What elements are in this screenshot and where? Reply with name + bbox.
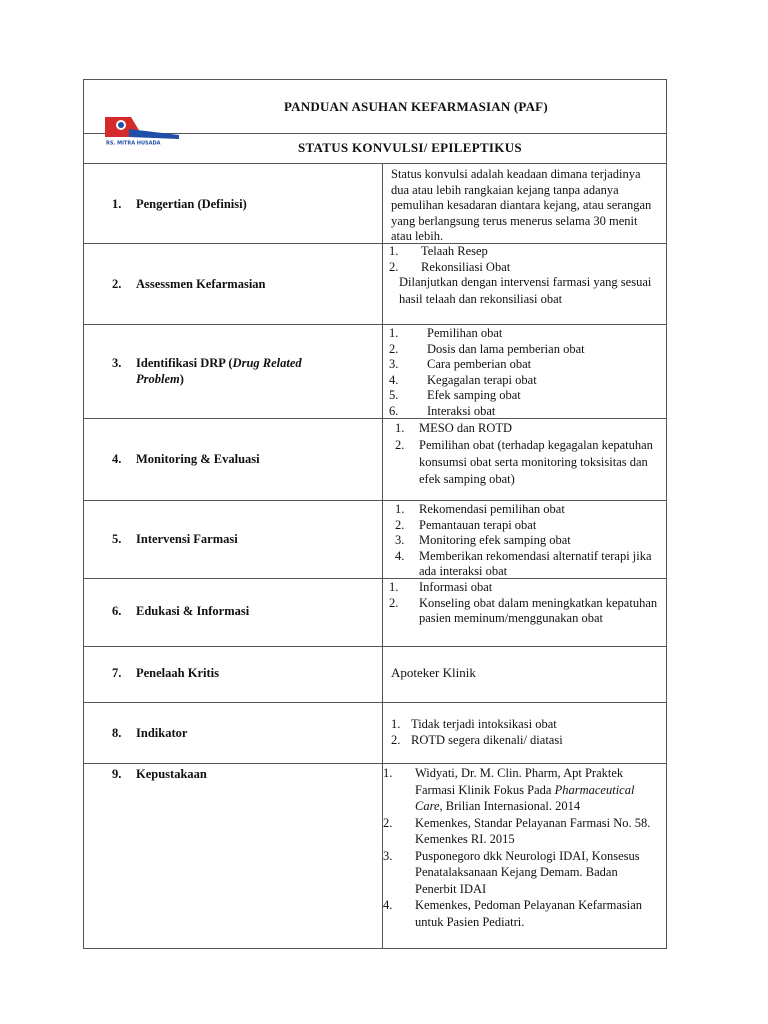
table-row [84,703,666,764]
list-item: 2. Pemilihan obat (terhadap kegagalan kepatuhan konsumsi obat serta monitoring toksisitas dan efek samping obat) [395,438,653,486]
definition-text: Status konvulsi adalah keadaan dimana terjadinya dua atau lebih rangkaian kejang tanpa adanya pemulihan kesadaran diantara kejang, atau serangan yang berlangsung terus menerus selama 30 menit atau lebih. [391,167,652,243]
list-item: 4. Memberikan rekomendasi alternatif terapi jika ada interaksi obat [395,548,652,578]
list-item: 2. Pemantauan terapi obat [395,517,537,532]
paf-document [83,79,667,949]
list-item: 1. Pemilihan obat [389,326,503,340]
document-header [84,80,666,147]
list [389,244,662,275]
table-row [84,501,666,579]
svg-text:RS. MITRA HUSADA: RS. MITRA HUSADA [106,140,161,147]
row-content-cell [383,764,666,948]
list [389,326,662,419]
list-item: 2. Rekonsiliasi Obat [389,259,511,274]
table-row [84,419,666,501]
row-label: 2. Assessmen Kefarmasian [112,277,266,291]
list [391,717,662,748]
list-item: 2. Kemenkes, Standar Pelayanan Farmasi No. 58. Kemenkes RI. 2015 [383,815,651,846]
row-label: 5. Intervensi Farmasi [112,532,238,546]
document-subtitle: STATUS KONVULSI/ EPILEPTIKUS [298,140,522,155]
row-label-cell [84,325,383,418]
table-row [84,647,666,703]
row-label: 3. Identifikasi DRP (Drug Related Problem) [112,356,302,386]
list-item: 4. Kemenkes, Pedoman Pelayanan Kefarmasian untuk Pasien Pediatri. [383,898,643,929]
table-row [84,325,666,419]
list-item: 6. Interaksi obat [389,403,496,418]
document-subtitle-row [84,134,666,164]
row-label-cell [84,244,383,324]
list-item: 2. Konseling obat dalam meningkatkan kepatuhan pasien meminum/menggunakan obat [389,595,658,625]
document-title: PANDUAN ASUHAN KEFARMASIAN (PAF) [284,99,548,114]
list-item: 2. ROTD segera dikenali/ diatasi [391,732,563,747]
row-content-cell [383,244,666,324]
row-content-cell [383,579,666,646]
note-text: Dilanjutkan dengan intervensi farmasi yang sesuai hasil telaah dan rekonsiliasi obat [399,275,652,306]
list-item: 1. Telaah Resep [389,244,488,258]
list-item: 1. MESO dan ROTD [395,421,513,435]
row-label-cell [84,501,383,578]
row-label-cell [84,419,383,500]
row-label: 1. Pengertian (Definisi) [112,197,247,211]
row-content-cell [383,703,666,763]
list [395,420,662,488]
list-item: 3. Pusponegoro dkk Neurologi IDAI, Konsesus Penatalaksanaan Kejang Demam. Badan Penerbit IDAI [383,848,640,896]
reference-list [383,765,662,930]
row-label-cell [84,764,383,948]
row-content-cell [383,647,666,702]
list-item: 1. Tidak terjadi intoksikasi obat [391,717,557,731]
reviewer-text: Apoteker Klinik [391,665,476,680]
row-label-cell [84,164,383,243]
row-label: 8. Indikator [112,726,188,740]
row-label-cell [84,579,383,646]
row-label: 7. Penelaah Kritis [112,666,219,680]
table-row [84,764,666,948]
table-row [84,244,666,325]
row-label-cell [84,703,383,763]
row-label: 9. Kepustakaan [112,767,207,781]
list-item: 1. Widyati, Dr. M. Clin. Pharm, Apt Praktek Farmasi Klinik Fokus Pada Pharmaceutical Care, Brilian Internasional. 2014 [383,766,635,813]
list-item: 1. Informasi obat [389,580,493,594]
list-item: 1. Rekomendasi pemilihan obat [395,502,565,516]
table-row [84,164,666,244]
row-content-cell [383,419,666,500]
row-label: 6. Edukasi & Informasi [112,604,250,618]
list-item: 5. Efek samping obat [389,388,521,402]
row-label-cell [84,647,383,702]
list-item: 3. Cara pemberian obat [389,357,532,371]
list [389,580,662,627]
row-content-cell [383,501,666,578]
list-item: 4. Kegagalan terapi obat [389,372,537,387]
row-content-cell [383,164,666,243]
list-item: 2. Dosis dan lama pemberian obat [389,341,585,356]
table-row [84,579,666,647]
list-item: 3. Monitoring efek samping obat [395,533,571,547]
list [395,502,662,580]
row-label: 4. Monitoring & Evaluasi [112,452,260,466]
row-content-cell [383,325,666,418]
